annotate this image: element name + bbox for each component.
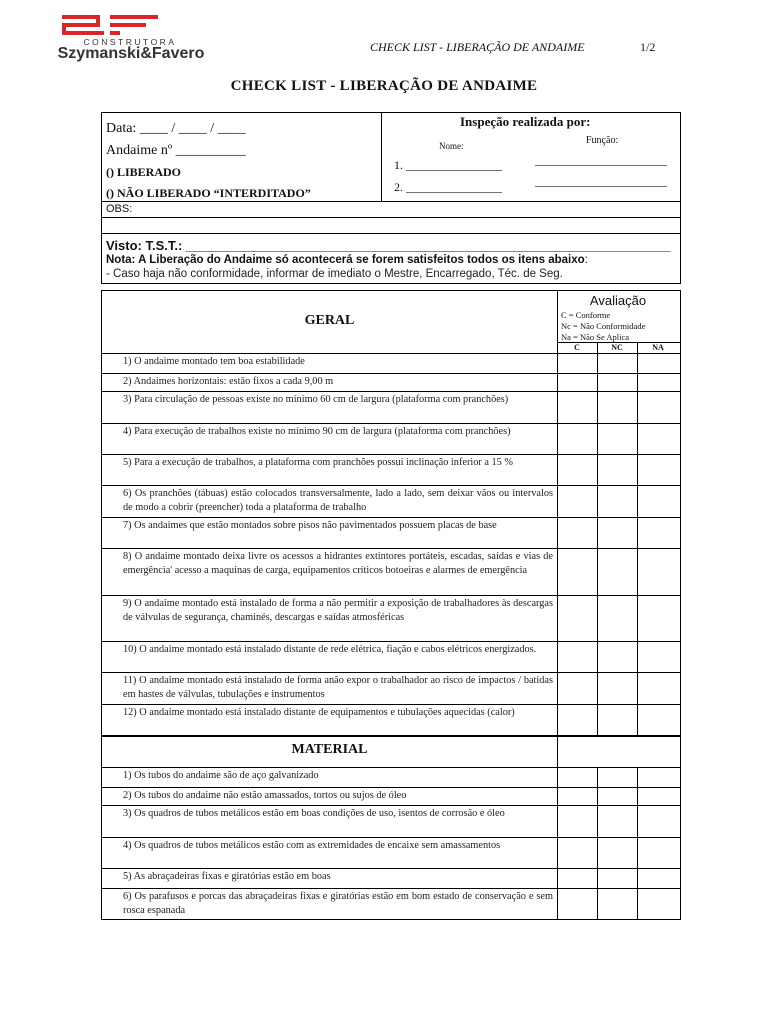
geral-item: 7) Os andaimes que estão montados sobre pisos não pavimentados possuem placas de base xyxy=(123,520,497,531)
nota-text: Nota: A Liberação do Andaime só acontecerá se forem satisfeitos todos os itens abaixo: xyxy=(106,254,588,266)
geral-check-na[interactable] xyxy=(638,354,678,372)
geral-check-nc[interactable] xyxy=(598,549,636,594)
geral-check-nc[interactable] xyxy=(598,705,636,734)
geral-item: 9) O andaime montado está instalado de forma a não permitir a exposição de trabalhadores às descargas de válvulas de segurança, chaminés, descargas e saídas atmosféricas xyxy=(123,598,553,623)
page-title: CHECK LIST - LIBERAÇÃO DE ANDAIME xyxy=(230,78,538,94)
geral-check-na[interactable] xyxy=(638,518,678,547)
visto-tst-field[interactable]: Visto: T.S.T.: ___________________________________________________________________ xyxy=(106,238,671,253)
geral-check-c[interactable] xyxy=(558,354,596,372)
col-header-c: C xyxy=(574,343,580,352)
material-check-na[interactable] xyxy=(638,768,678,786)
material-check-na[interactable] xyxy=(638,838,678,867)
inspector-name-1[interactable]: 1. ________________ xyxy=(394,158,502,172)
geral-check-na[interactable] xyxy=(638,486,678,516)
geral-item: 5) Para a execução de trabalhos, a plataforma com pranchões possui inclinação inferior a 15 % xyxy=(123,457,513,468)
geral-check-c[interactable] xyxy=(558,392,596,422)
material-check-nc[interactable] xyxy=(598,869,636,887)
geral-item: 11) O andaime montado está instalado de forma anão expor o trabalhador ao risco de impactos / batidas em hastes de válvulas, tubulações e instrumentos xyxy=(123,675,553,700)
geral-check-nc[interactable] xyxy=(598,392,636,422)
geral-check-c[interactable] xyxy=(558,705,596,734)
material-check-na[interactable] xyxy=(638,806,678,836)
material-check-nc[interactable] xyxy=(598,788,636,804)
material-check-na[interactable] xyxy=(638,869,678,887)
geral-heading: GERAL xyxy=(304,313,355,328)
material-item: 5) As abraçadeiras fixas e giratórias estão em boas xyxy=(123,871,331,882)
material-item: 2) Os tubos do andaime não estão amassados, tortos ou sujos de óleo xyxy=(123,790,407,801)
geral-check-c[interactable] xyxy=(558,486,596,516)
material-check-c[interactable] xyxy=(558,768,596,786)
geral-check-na[interactable] xyxy=(638,705,678,734)
geral-check-c[interactable] xyxy=(558,374,596,390)
geral-item: 2) Andaimes horizontais: estão fixos a cada 9,00 m xyxy=(123,376,334,387)
andaime-number-field[interactable]: Andaime nº __________ xyxy=(106,143,246,158)
geral-check-nc[interactable] xyxy=(598,486,636,516)
liberado-option[interactable]: () LIBERADO xyxy=(106,165,182,179)
material-check-c[interactable] xyxy=(558,869,596,887)
geral-check-na[interactable] xyxy=(638,374,678,390)
geral-item: 10) O andaime montado está instalado distante de rede elétrica, fiação e cabos elétricos energizados. xyxy=(123,644,537,655)
geral-check-nc[interactable] xyxy=(598,642,636,671)
material-check-c[interactable] xyxy=(558,788,596,804)
geral-item: 1) O andaime montado tem boa estabilidade xyxy=(123,356,305,367)
inspector-function-2[interactable]: ______________________ xyxy=(535,174,667,188)
geral-check-na[interactable] xyxy=(638,549,678,594)
material-heading: MATERIAL xyxy=(291,742,368,757)
geral-check-nc[interactable] xyxy=(598,518,636,547)
geral-item: 4) Para execução de trabalhos existe no mínimo 90 cm de largura (plataforma com pranchões) xyxy=(123,426,511,437)
inspector-function-1[interactable]: ______________________ xyxy=(535,153,667,167)
material-check-c[interactable] xyxy=(558,838,596,867)
geral-check-c[interactable] xyxy=(558,673,596,703)
geral-item: 8) O andaime montado deixa livre os acessos a hidrantes extintores portáteis, escadas, saídas e vias de emergência' acesso a maquinas de carga, equipamentos críticos botoeiras e alarmes de emergência xyxy=(123,551,553,576)
obs-field[interactable]: OBS: xyxy=(106,203,133,215)
material-check-c[interactable] xyxy=(558,889,596,918)
funcao-label: Função: xyxy=(586,135,619,146)
geral-check-c[interactable] xyxy=(558,518,596,547)
legend-item: Nc = Não Conformidade xyxy=(561,321,646,331)
material-item: 6) Os parafusos e porcas das abraçadeiras fixas e giratórias estão em bom estado de conservação e sem rosca espanada xyxy=(123,891,553,916)
logo-name-text: Szymanski&Favero xyxy=(57,45,205,62)
geral-check-nc[interactable] xyxy=(598,596,636,640)
company-logo xyxy=(57,14,205,62)
material-check-nc[interactable] xyxy=(598,806,636,836)
geral-check-na[interactable] xyxy=(638,424,678,453)
material-check-nc[interactable] xyxy=(598,889,636,918)
geral-check-nc[interactable] xyxy=(598,455,636,484)
material-heading-divider xyxy=(557,735,558,767)
data-field[interactable]: Data: ____ / ____ / ____ xyxy=(106,121,246,136)
checklist-table xyxy=(101,290,681,920)
geral-check-c[interactable] xyxy=(558,642,596,671)
geral-check-nc[interactable] xyxy=(598,424,636,453)
col-header-na: NA xyxy=(652,343,664,352)
geral-check-c[interactable] xyxy=(558,549,596,594)
nota-instruction: - Caso haja não conformidade, informar de imediato o Mestre, Encarregado, Téc. de Seg. xyxy=(106,268,563,280)
geral-item: 3) Para circulação de pessoas existe no mínimo 60 cm de largura (plataforma com pranchões) xyxy=(123,394,509,405)
legend-item: C = Conforme xyxy=(561,310,611,320)
avaliacao-heading: Avaliação xyxy=(589,293,647,308)
material-top-line xyxy=(102,735,680,737)
header-page-number: 1/2 xyxy=(640,40,656,54)
logo-mark-icon xyxy=(60,14,160,36)
col-header-nc: NC xyxy=(611,343,623,352)
geral-check-na[interactable] xyxy=(638,673,678,703)
legend-item: Na = Não Se Aplica xyxy=(561,332,630,342)
material-check-na[interactable] xyxy=(638,788,678,804)
geral-check-na[interactable] xyxy=(638,392,678,422)
material-check-nc[interactable] xyxy=(598,768,636,786)
material-item: 4) Os quadros de tubos metálicos estão com as extremidades de encaixe sem amassamentos xyxy=(123,840,501,851)
material-item: 3) Os quadros de tubos metálicos estão em boas condições de uso, isentos de corrosão e óleo xyxy=(123,808,505,819)
geral-item: 6) Os pranchões (tábuas) estão colocados transversalmente, lado a lado, sem deixar vãos ou intervalos de modo a cobrir (preencher) toda a plataforma de trabalho xyxy=(123,488,553,513)
geral-check-c[interactable] xyxy=(558,455,596,484)
material-check-nc[interactable] xyxy=(598,838,636,867)
header-doc-title: CHECK LIST - LIBERAÇÃO DE ANDAIME xyxy=(370,40,585,54)
nao-liberado-option[interactable]: () NÃO LIBERADO “INTERDITADO” xyxy=(106,186,311,200)
geral-check-nc[interactable] xyxy=(598,673,636,703)
geral-check-c[interactable] xyxy=(558,424,596,453)
geral-check-c[interactable] xyxy=(558,596,596,640)
geral-item: 12) O andaime montado está instalado distante de equipamentos e tubulações aquecidas (calor) xyxy=(123,707,515,718)
geral-check-nc[interactable] xyxy=(598,374,636,390)
inspector-name-2[interactable]: 2. ________________ xyxy=(394,180,502,194)
material-item: 1) Os tubos do andaime são de aço galvanizado xyxy=(123,770,319,781)
inspecao-label: Inspeção realizada por: xyxy=(460,114,591,129)
geral-check-na[interactable] xyxy=(638,642,678,671)
geral-check-nc[interactable] xyxy=(598,354,636,372)
geral-check-na[interactable] xyxy=(638,455,678,484)
inspection-form-box xyxy=(101,112,681,284)
material-check-na[interactable] xyxy=(638,889,678,918)
logo-construtora-text: CONSTRUTORA xyxy=(83,37,177,47)
geral-check-na[interactable] xyxy=(638,596,678,640)
material-check-c[interactable] xyxy=(558,806,596,836)
nome-label: Nome: xyxy=(439,141,464,151)
